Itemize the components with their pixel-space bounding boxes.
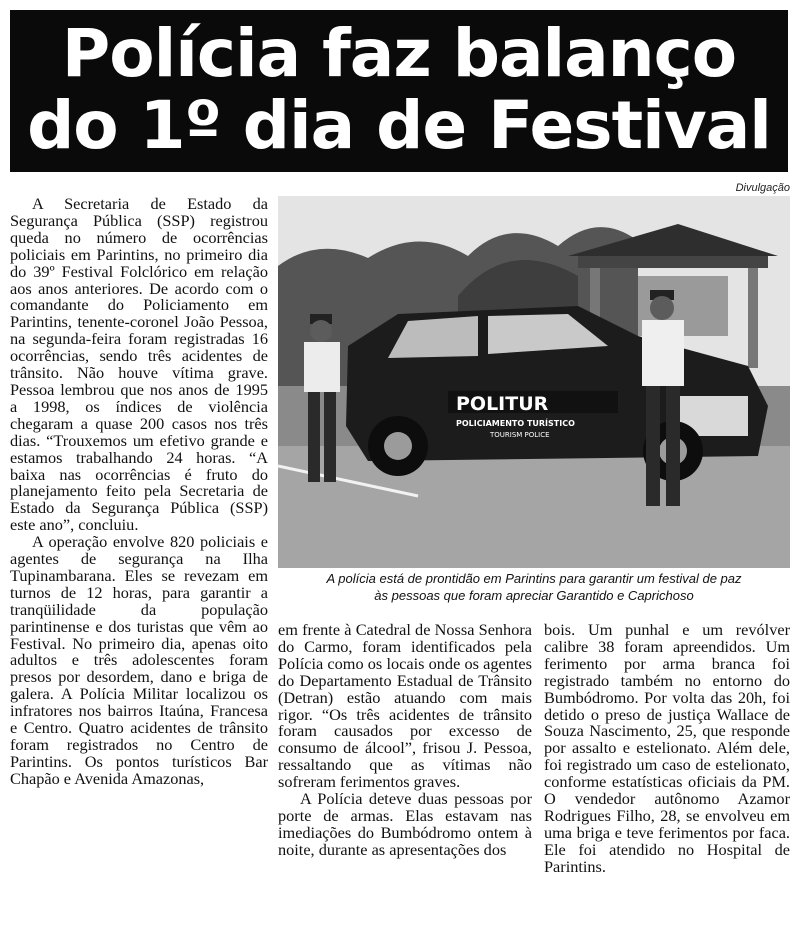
headline-line-1: Polícia faz balanço [61,15,737,92]
photo-caption [278,570,790,604]
photo-credit: Divulgação [735,182,790,194]
article-column-3 [544,622,790,876]
vehicle-lettering: POLITUR [456,393,549,415]
vehicle-sub-lettering-2: TOURISM POLICE [490,431,550,439]
article-paragraph: em frente à Catedral de Nossa Senhora do Carmo, foram identificados pela Polícia como os locais onde os agentes do Departamento Estadual de Trânsito (Detran) estão atuando com mais rigor. “Os três acidentes de trânsito foram causados por excesso de consumo de álcool”, frisou J. Pessoa, ressaltando que as vítimas não sofreram ferimentos graves. [278,620,532,792]
article-paragraph: A Secretaria de Estado da Segurança Pública (SSP) registrou queda no número de ocorrências policiais em Parintins, no primeiro dia do 39º Festival Folclórico em relação aos anos anteriores. De acordo com o comandante do Policiamento em Parintins, tenente-coronel João Pessoa, na segunda-feira foram registradas 16 ocorrências, sendo três acidentes de trânsito. Não houve vítima grave. Pessoa lembrou que nos anos de 1995 a 1998, os índices de violência chegaram a quase 200 casos nos três dias. “Trouxemos um efetivo grande e estamos trabalhando 24 horas. “A baixa nas ocorrências é fruto do planejamento feito pela Secretaria de Estado da Segurança Pública (SSP) este ano”, concluiu. [10,194,268,535]
article-column-1 [10,196,268,788]
news-photo [278,196,790,568]
article-paragraph: A Polícia deteve duas pessoas por porte de armas. Elas estavam nas imediações do Bumbódromo ontem à noite, durante as apresentações dos [278,789,532,859]
article-paragraph: A operação envolve 820 policiais e agentes de segurança na Ilha Tupinambarana. Eles se revezam em turnos de 12 horas, para garantir a tranqüilidade da população parintinense e dos turistas que vêm ao Festival. No primeiro dia, apenas oito adultos e três adolescentes foram presos por desordem, dano e briga de galera. A Polícia Militar localizou os infratores nos bairros Itaúna, Francesa e Centro. Quatro acidentes de trânsito foram registrados no Centro de Parintins. Os pontos turísticos Bar Chapão e Avenida Amazonas, [10,532,268,788]
caption-line-2: às pessoas que foram apreciar Garantido e Caprichoso [374,588,694,603]
article-paragraph: bois. Um punhal e um revólver calibre 38 foram apreendidos. Um ferimento por arma branca foi registrado também no entorno do Bumbódromo. Por volta das 20h, foi detido o preso de justiça Wallace de Souza Nascimento, 25, que responde por assalto e estelionato. Além dele, foi registrado um caso de estelionato, conforme estatísticas oficiais da PM. O vendedor autônomo Azamor Rodrigues Filho, 28, se envolveu em uma briga e teve ferimentos por faca. Ele foi atendido no Hospital de Parintins. [544,620,790,876]
headline-banner [10,10,788,172]
headline-line-2: do 1º dia de Festival [27,87,771,164]
caption-line-1: A polícia está de prontidão em Parintins para garantir um festival de paz [326,571,742,586]
vehicle-sub-lettering: POLICIAMENTO TURÍSTICO [456,419,575,428]
article-column-2 [278,622,532,859]
